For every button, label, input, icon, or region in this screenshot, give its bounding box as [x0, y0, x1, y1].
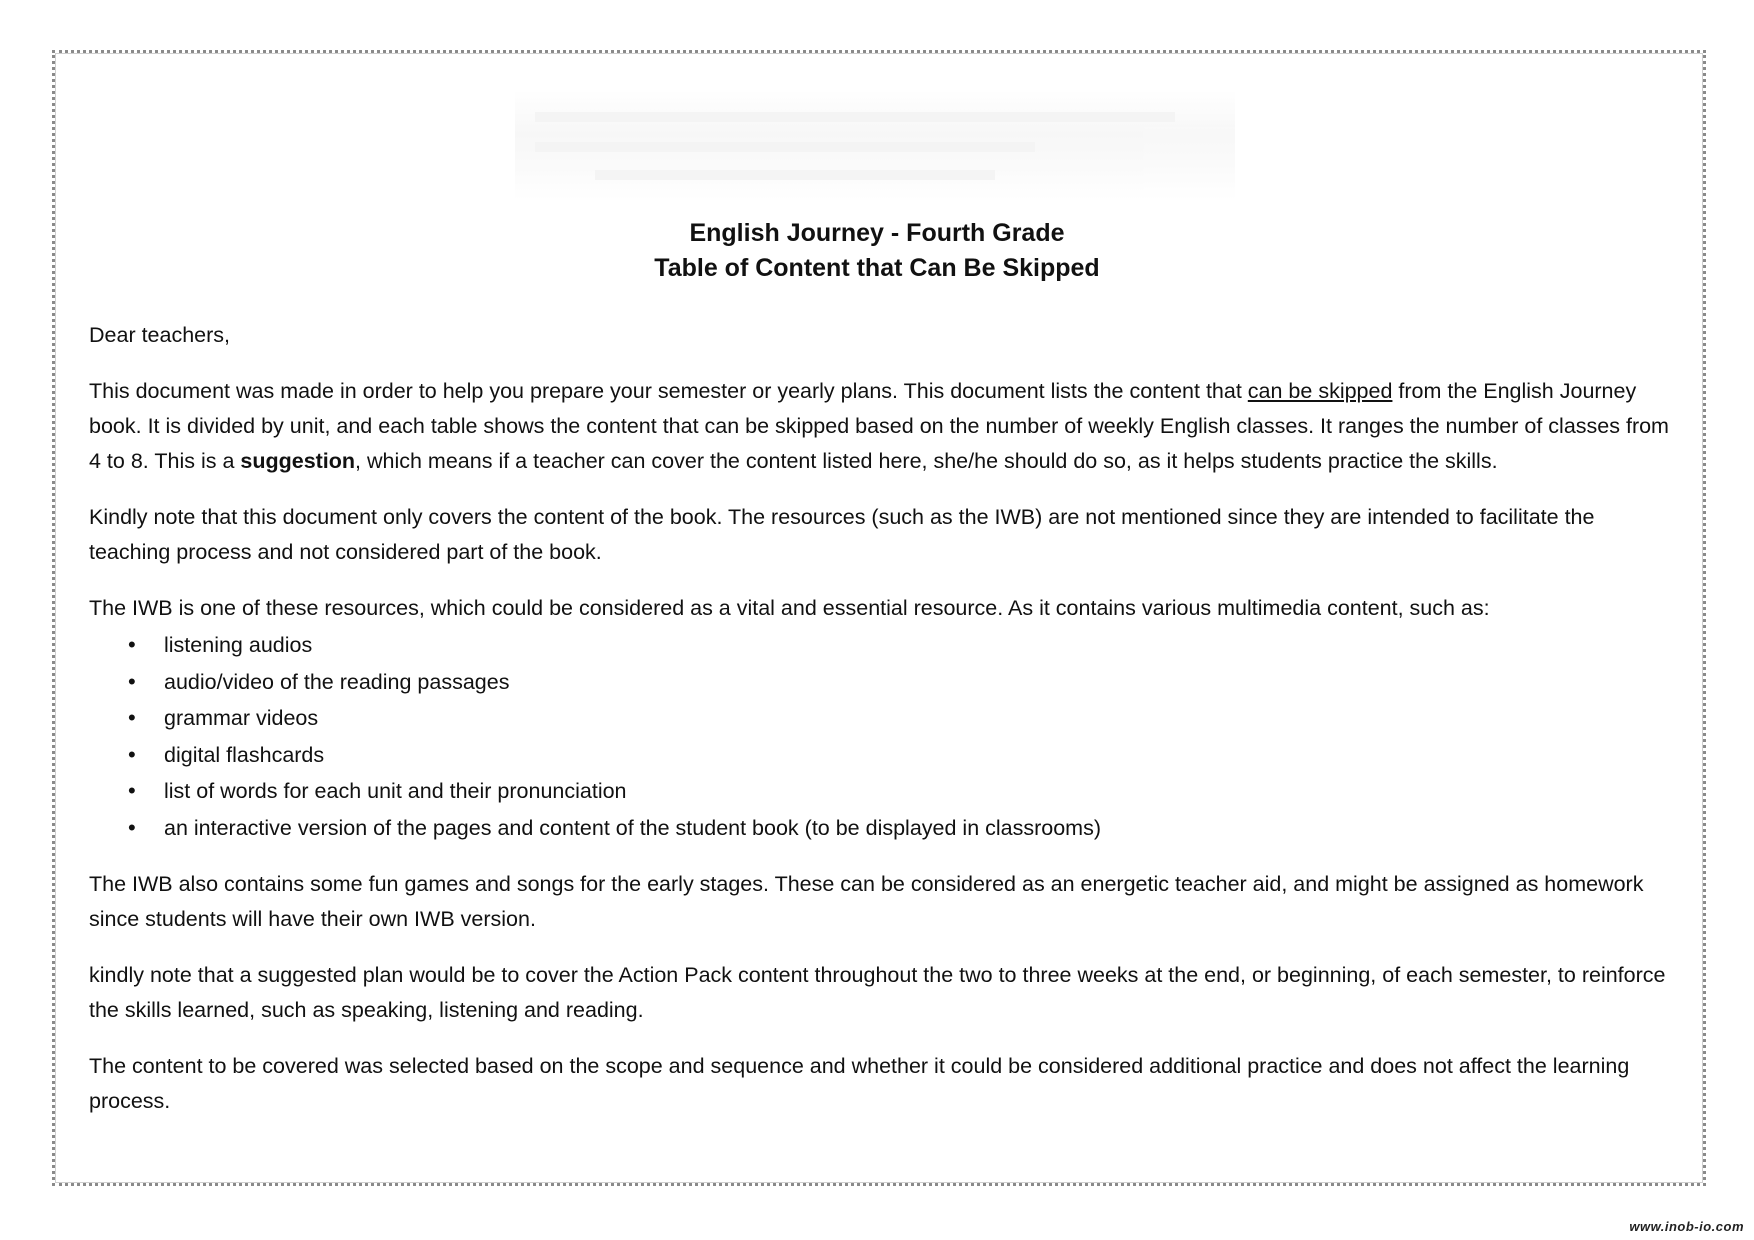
bullet-icon: •	[128, 668, 136, 694]
resources-note-paragraph: Kindly note that this document only covers the content of the book. The resources (such as the IWB) are not mentioned since they are intended to facilitate the teaching process and not considered part of the book.	[89, 505, 1595, 564]
bullet-icon: •	[128, 632, 136, 657]
bullet-icon: •	[128, 778, 136, 803]
title-line-1: English Journey - Fourth Grade	[689, 219, 1065, 247]
list-item: • audio/video of the reading passages	[89, 664, 1679, 701]
games-paragraph: The IWB also contains some fun games and songs for the early stages. These can be considered as an energetic teacher aid, and might be assigned as homework since students will have their own IWB version.	[89, 872, 1644, 931]
underlined-phrase: can be skipped	[1247, 379, 1393, 403]
bold-word: suggestion	[240, 449, 356, 473]
intro-text-3: , which means if a teacher can cover the content listed here, she/he should do so, as it helps students practice the skills.	[355, 449, 1498, 473]
document-title	[0, 216, 1754, 286]
action-pack-paragraph: kindly note that a suggested plan would be to cover the Action Pack content throughout the two to three weeks at the end, or beginning, of each semester, to reinforce the skills learned, such as speaking, listening and reading.	[89, 963, 1666, 1022]
greeting: Dear teachers,	[89, 323, 231, 347]
list-item: • digital flashcards	[89, 737, 1679, 774]
iwb-intro-paragraph: The IWB is one of these resources, which could be considered as a vital and essential resource. As it contains various multimedia content, such as:	[89, 596, 1490, 620]
list-item: • listening audios	[89, 627, 1679, 664]
document-body	[89, 318, 1679, 1140]
faded-header-logo	[515, 90, 1235, 200]
iwb-resources-list	[89, 627, 1679, 846]
bullet-icon: •	[128, 705, 136, 730]
list-item: • list of words for each unit and their pronunciation	[89, 773, 1679, 810]
intro-text-2: from the English Journey book. It is divided by unit, and each table shows the content that can be skipped based on the number of weekly English classes. It ranges the number of classes from 4 to 8. This is a	[89, 379, 1669, 473]
bullet-icon: •	[128, 741, 136, 767]
selection-paragraph: The content to be covered was selected based on the scope and sequence and whether it could be considered additional practice and does not affect the learning process.	[89, 1054, 1630, 1113]
intro-paragraph	[89, 374, 1679, 479]
list-item: • an interactive version of the pages and content of the student book (to be displayed in classrooms)	[89, 810, 1679, 847]
list-item: • grammar videos	[89, 700, 1679, 737]
intro-text-1: This document was made in order to help you prepare your semester or yearly plans. This document lists the content that	[89, 379, 1248, 403]
bullet-icon: •	[128, 814, 136, 840]
site-watermark: www.inob-io.com	[1629, 1219, 1744, 1234]
title-line-2: Table of Content that Can Be Skipped	[654, 254, 1100, 282]
